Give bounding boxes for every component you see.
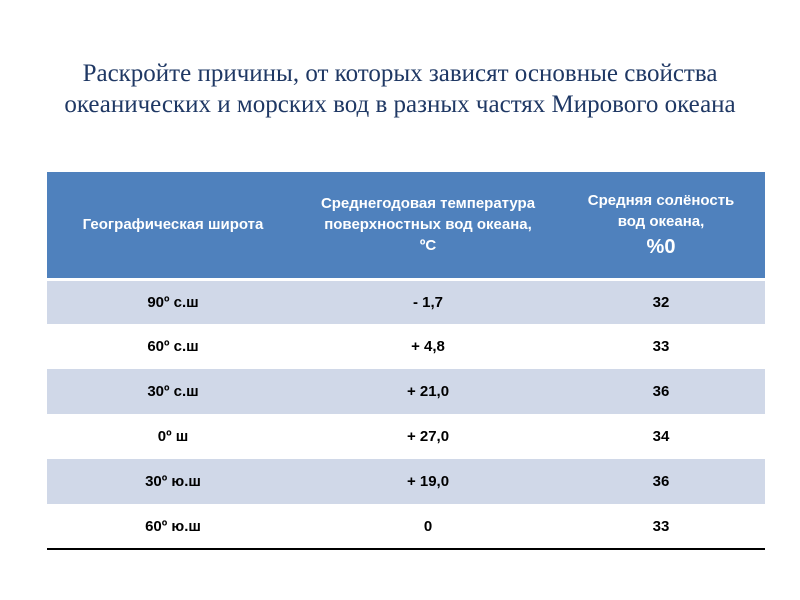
table-row: [47, 459, 765, 504]
cell-salinity: 36: [652, 473, 670, 490]
table-row: [47, 279, 765, 324]
cell-temperature: 0: [299, 504, 557, 549]
latitude-data-table: [47, 172, 765, 550]
cell-latitude: 90º с.ш: [147, 293, 199, 311]
cell-latitude: 30º с.ш: [147, 383, 199, 400]
table-row: [47, 504, 765, 549]
cell-latitude: 0º ш: [157, 428, 189, 445]
cell-latitude: 30º ю.ш: [145, 473, 201, 490]
page-title: Раскройте причины, от которых зависят основные свойства океанических и морских вод в разных частях Мирового океана: [64, 60, 736, 118]
cell-salinity: 34: [652, 428, 670, 445]
header-salinity-unit: %0: [646, 235, 676, 258]
header-temperature: Среднегодовая температура поверхностных вод океана, ºС: [299, 172, 557, 279]
table-header-row: [47, 172, 765, 279]
table-row: [47, 414, 765, 459]
cell-salinity: 32: [652, 293, 670, 311]
cell-temperature: - 1,7: [412, 293, 443, 311]
cell-salinity: 33: [557, 504, 765, 549]
header-salinity: [557, 172, 765, 279]
cell-temperature: + 21,0: [406, 383, 450, 400]
cell-salinity: 33: [652, 338, 670, 355]
table-row: [47, 324, 765, 369]
table-body: [47, 279, 765, 549]
ocean-properties-table: [47, 172, 765, 550]
cell-temperature: + 4,8: [411, 338, 445, 355]
header-latitude: Географическая широта: [47, 172, 299, 279]
header-salinity-label: Средняя солёность вод океана,: [587, 191, 735, 230]
cell-temperature: + 27,0: [406, 428, 450, 445]
cell-temperature: + 19,0: [406, 473, 450, 490]
cell-latitude: 60º с.ш: [147, 338, 199, 355]
table-header: [47, 172, 765, 279]
cell-salinity: 36: [652, 383, 670, 400]
cell-latitude: 60º ю.ш: [47, 504, 299, 549]
table-row: [47, 369, 765, 414]
